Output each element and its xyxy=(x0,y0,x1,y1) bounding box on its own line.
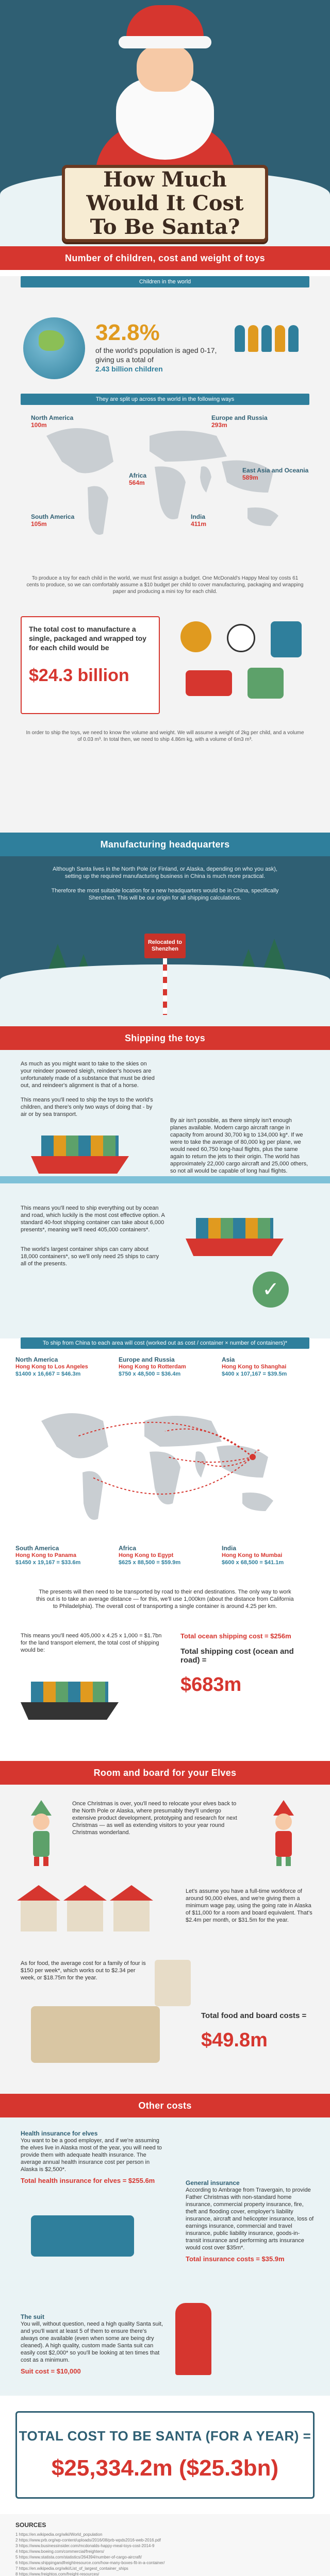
toy-blurb: To produce a toy for each child in the world, we must first assign a budget. One McDonald's Happy Meal toy costs 61 cents to produce, so we can comfortably assume a $10 budget per child to cover manufacturing, packaging and wrapping paper and producing a mini toy for each child. xyxy=(26,575,304,595)
check-icon: ✓ xyxy=(253,1272,289,1308)
grand-total-label: TOTAL COST TO BE SANTA (FOR A YEAR) = xyxy=(19,2428,311,2444)
sea-total: Total ocean shipping cost = $256m xyxy=(180,1632,291,1640)
split-caption: They are split up across the world in the following ways xyxy=(21,394,309,405)
routes-top xyxy=(15,1356,315,1378)
kids-row xyxy=(235,325,299,352)
source-link[interactable]: 1 https://en.wikipedia.org/wiki/World_population xyxy=(15,2532,103,2537)
region-north-america: North America 100m xyxy=(31,414,74,429)
shipping-p1: As much as you might want to take to the skies on your reindeer powered sleigh, reindeer's hooves are unfortunately made of a substance that must be dried out, and reindeer's alignment is that of a horse. xyxy=(21,1061,155,1089)
child-icon xyxy=(261,325,272,352)
source-link[interactable]: 4 https://www.boeing.com/commercial/freighters/ xyxy=(15,2549,105,2554)
toy-car-icon xyxy=(186,670,232,696)
child-icon xyxy=(288,325,299,352)
source-link[interactable]: 3 https://www.businessinsider.com/mcdonalds-happy-meal-toys-cost-2014-9 xyxy=(15,2544,155,2548)
weight-blurb: In order to ship the toys, we need to know the volume and weight. We will assume a weight of 2kg per child, and a volume of 0.03 m³. In total then, we need to ship 4.86m kg, with a volume of 6m3 m³. xyxy=(26,730,304,742)
route-north-america: North America Hong Kong to Los Angeles $1400 x 16,667 = $46.3m xyxy=(15,1356,88,1377)
santa-hat-band xyxy=(119,36,211,48)
health-total: Total health insurance for elves = $255.6m xyxy=(21,2177,155,2184)
section-header-children: Number of children, cost and weight of toys xyxy=(0,246,330,270)
suit-total: Suit cost = $10,000 xyxy=(21,2367,81,2375)
shipping-p3: This means you'll need to ship everything out by ocean and road, which luckily is the most cost effective option. A standard 40-foot shipping container can take about 6,000 presents*, meaning we'll need 405,000 containers*. xyxy=(21,1205,165,1233)
shipping-p4: The world's largest container ships can carry about 18,000 containers*, so we'll only need 25 ships to carry all of the presents. xyxy=(21,1246,159,1267)
region-south-america: South America 105m xyxy=(31,513,75,528)
map-oceania xyxy=(248,507,278,526)
children-stat xyxy=(95,320,229,374)
title-sign xyxy=(62,165,268,242)
section-grand-total xyxy=(0,2396,330,2514)
hero xyxy=(0,0,330,246)
toy-cost-value: $24.3 billion xyxy=(29,666,129,685)
shipping-total-value: $683m xyxy=(180,1674,242,1696)
relocated-sign: Relocated to Shenzhen xyxy=(144,934,186,958)
gift-box-icon xyxy=(248,668,284,699)
truck-icon xyxy=(21,1679,119,1720)
routes-intro: To ship from China to each area will cost (worked out as cost / container × number of containers)* xyxy=(21,1337,309,1349)
children-total: 2.43 billion children xyxy=(95,365,163,373)
source-link[interactable]: 7 https://en.wikipedia.org/wiki/List_of_largest_container_ships xyxy=(15,2566,128,2571)
general-total: Total insurance costs = $35.9m xyxy=(186,2255,285,2263)
general-insurance-block xyxy=(186,2179,315,2263)
road-note: The presents will then need to be transported by road to their end destinations. The only way to work this out is to take an average distance — for this, we'll use 1,000km (about the distance from California to Philadelphia). The overall cost of transporting a single container is around 4.25 per km. xyxy=(36,1589,294,1609)
toy-cost-label: The total cost to manufacture a single, packaged and wrapped toy for each child would be xyxy=(29,625,146,652)
teddy-bear-icon xyxy=(180,621,211,652)
house-roof xyxy=(110,1885,153,1901)
toy-cost-box xyxy=(21,616,160,714)
shenzhen-marker xyxy=(250,1454,256,1460)
hq-intro: Although Santa lives in the North Pole (or Finland, or Alaska, depending on who you ask), setting up the required manufacturing business in China is much more practical. Therefore the most suitable location for a new headquarters would be in China, specifically Shenzhen. This will be our origin for all shipping calculations. xyxy=(51,866,279,901)
health-title: Health insurance for elves xyxy=(21,2130,98,2137)
route-africa: Africa Hong Kong to Egypt $625 x 88,500 = $59.9m xyxy=(119,1545,181,1566)
shipping-totals xyxy=(180,1632,309,1696)
food-board-label: Total food and board costs = xyxy=(201,2011,307,2020)
section-routes xyxy=(0,1338,330,1761)
tree-icon xyxy=(263,939,286,970)
house-icon xyxy=(113,1901,150,1931)
sea-strip xyxy=(0,1176,330,1183)
robot-icon xyxy=(271,621,302,657)
grand-total-box xyxy=(15,2411,315,2499)
map-europe-russia xyxy=(150,431,227,462)
children-pct: 32.8% xyxy=(95,320,160,345)
sources-heading: SOURCES xyxy=(15,2521,46,2529)
container-ship-icon xyxy=(186,1215,284,1256)
routes-map xyxy=(26,1400,304,1529)
section-elves xyxy=(0,1785,330,2094)
route-india: India Hong Kong to Mumbai $600 x 68,500 = $41.1m xyxy=(222,1545,284,1566)
source-link[interactable]: 5 https://www.statista.com/statistics/264394/number-of-cargo-aircraft/ xyxy=(15,2555,142,2560)
elves-p3: As for food, the average cost for a family of four is $150 per week*, which works out to $2.34 per week, or $18.75m for the year. xyxy=(21,1960,146,1981)
hospital-icon xyxy=(31,2215,134,2257)
region-europe-russia: Europe and Russia 293m xyxy=(211,414,268,429)
cargo-plane-icon xyxy=(31,1132,129,1174)
source-link[interactable]: 8 https://www.freightos.com/freight-resources/ xyxy=(15,2572,100,2576)
sources xyxy=(0,2514,330,2576)
suit-text: You will, without question, need a high quality Santa suit, and you'll want at least 5 of them to ensure there's always one available (even when some are being dry cleaned). A high quality, custom made Santa suit can easily cost $2,000* so you'll be looking at ten times that cost as a minimum. xyxy=(21,2321,163,2363)
food-board-total xyxy=(201,2011,315,2052)
child-icon xyxy=(235,325,245,352)
route-asia: Asia Hong Kong to Shanghai $400 x 107,167 = $39.5m xyxy=(222,1356,287,1377)
map-south-america xyxy=(88,486,108,535)
section-header-shipping: Shipping the toys xyxy=(0,1026,330,1050)
house-roof xyxy=(17,1885,60,1901)
child-icon xyxy=(248,325,258,352)
region-africa: Africa 564m xyxy=(129,472,147,486)
source-link[interactable]: 6 https://www.shippingandfreightresource.com/how-many-boxes-fit-in-a-container/ xyxy=(15,2561,165,2565)
dining-table-icon xyxy=(31,2006,160,2063)
map-north-america xyxy=(46,428,113,473)
grand-total-value: $25,334.2m ($25.3bn) xyxy=(51,2455,279,2481)
food-board-value: $49.8m xyxy=(201,2029,268,2051)
suit-block xyxy=(21,2313,165,2375)
source-link[interactable]: 2 https://www.prb.org/wp-content/uploads/2016/08/prb-wpds2016-web-2016.pdf xyxy=(15,2538,161,2543)
north-pole-post xyxy=(163,958,167,1015)
health-insurance-block xyxy=(21,2130,165,2184)
general-title: General insurance xyxy=(186,2179,240,2187)
route-europe-russia: Europe and Russia Hong Kong to Rotterdam $750 x 48,500 = $36.4m xyxy=(119,1356,186,1377)
health-text: You want to be a good employer, and if we're assuming the elves live in Alaska most of the year, you will need to provide them with adequate health insurance. The average annual health insurance cost per person in Alaska is $2,500*. xyxy=(21,2138,162,2173)
page-title: How Much Would It Cost To Be Santa? xyxy=(86,167,244,239)
section-hq xyxy=(0,856,330,1026)
route-south-america: South America Hong Kong to Panama $1450 x 19,167 = $33.6m xyxy=(15,1545,81,1566)
section-header-other: Other costs xyxy=(0,2094,330,2117)
map-india xyxy=(200,466,211,493)
section-header-elves: Room and board for your Elves xyxy=(0,1761,330,1785)
region-india: India 411m xyxy=(191,513,207,528)
shipping-total-label: Total shipping cost (ocean and road) = xyxy=(180,1647,294,1665)
section-other-costs xyxy=(0,2117,330,2396)
region-east-asia-oceania: East Asia and Oceania 589m xyxy=(242,467,309,481)
shipping-p1b: This means you'll need to ship the toys to the world's children, and there's only two ways of doing that - by air or by sea transport. xyxy=(21,1097,153,1117)
section-shipping xyxy=(0,1050,330,1338)
child-icon xyxy=(275,325,285,352)
toys-illustration xyxy=(170,616,315,714)
shipping-p2: By air isn't possible, as there simply isn't enough planes available. Modern cargo aircraft range in capacity from around 30,700 kg to 134,000 kg*. If we were to take the average of 80,000 kg per plane, we would need 60,750 long-haul flights, plus the same again to return the jets to their origin. The world has approximately 22,000 cargo aircraft and 25,000 others, so not all would be capable of long haul flights. xyxy=(170,1117,308,1174)
world-map xyxy=(31,415,299,549)
elf-icon xyxy=(26,1800,57,1867)
map-africa xyxy=(155,466,186,519)
elf-icon xyxy=(268,1800,299,1867)
globe-land xyxy=(39,330,64,351)
suit-title: The suit xyxy=(21,2313,45,2320)
section-header-hq: Manufacturing headquarters xyxy=(0,833,330,856)
santa-face xyxy=(137,45,193,92)
elves-p1: Once Christmas is over, you'll need to relocate your elves back to the North Pole or Alaska, where presumably they'll undergo extensive product development, prototyping and research for next Christmas — as well as extending visitors to your year round Christmas wonderland. xyxy=(72,1801,237,1836)
children-pct-text: of the world's population is aged 0-17, giving us a total of xyxy=(95,346,217,364)
sources-list xyxy=(15,2532,315,2576)
house-icon xyxy=(21,1901,57,1931)
food-basket-icon xyxy=(155,1960,191,2006)
children-caption: Children in the world xyxy=(21,276,309,287)
routes-bottom xyxy=(15,1545,315,1566)
football-icon xyxy=(227,624,255,652)
road-side-note: This means you'll need 405,000 x 4.25 x 1,000 = $1.7bn for the land transport element, the total cost of shipping would be: xyxy=(21,1633,162,1653)
general-text: According to Ambrage from Travergain, to provide Father Christmas with non-standard home insurance, commercial property insurance, fire, theft and flooding cover, employer's liability insurance, aircraft and helicopter insurance, loss of earnings insurance, commercial and travel insurance, public liability insurance, goods-in-transit insurance and performing arts insurance would cost over $35m*. xyxy=(186,2187,314,2251)
section-children xyxy=(0,276,330,833)
house-roof xyxy=(63,1885,107,1901)
elves-p2: Let's assume you have a full-time workforce of around 90,000 elves, and we're giving them a minimum wage pay, using the going rate in Alaska of $11,000 for a room and board equivalent. That's $2.4m per month, or $31.5m for the year. xyxy=(186,1888,312,1923)
house-icon xyxy=(67,1901,103,1931)
santa-suit-icon xyxy=(175,2303,211,2375)
